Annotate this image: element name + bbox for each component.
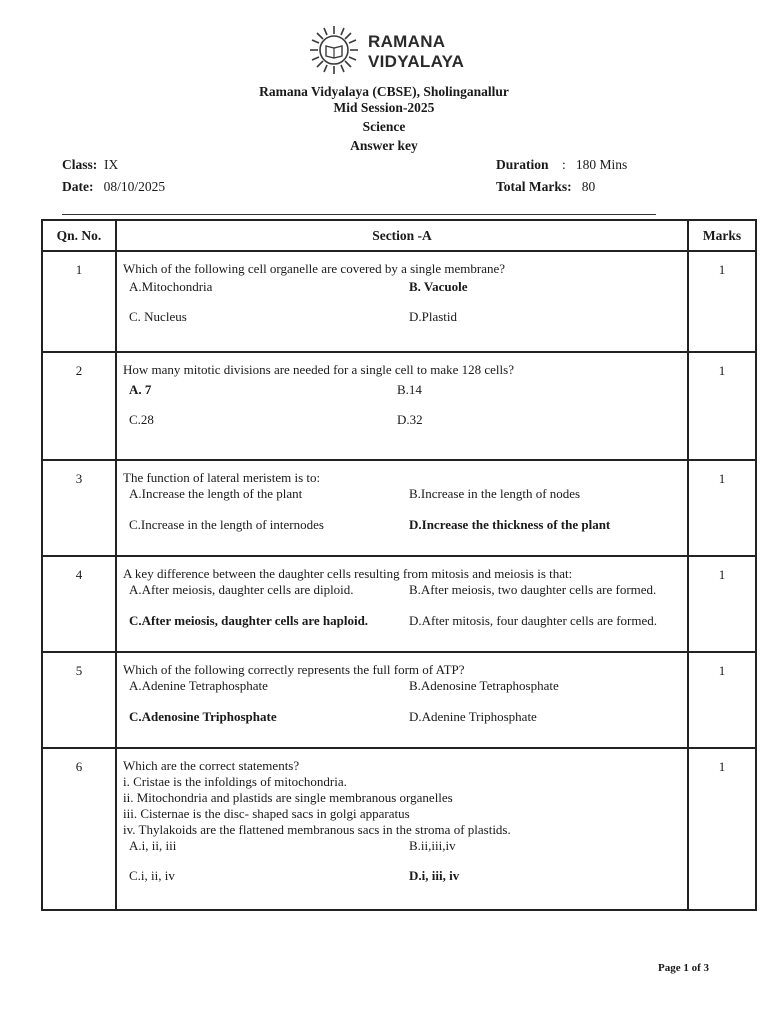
question-marks: 1 [688,748,756,910]
question-stem-line: How many mitotic divisions are needed for a single cell to make 128 cells? [123,362,514,377]
options-grid [129,678,687,739]
option: A.Mitochondria [129,279,213,294]
question-number: 1 [42,251,116,352]
question-number: 5 [42,652,116,748]
date-field: Date: 08/10/2025 [62,179,166,194]
answer-key-table [41,219,757,911]
correct-option: A. 7 [129,382,152,397]
school-name: Ramana Vidyalaya (CBSE), Sholinganallur [259,84,509,99]
duration-field: Duration : 180 Mins [496,157,628,172]
question-stem-line: A key difference between the daughter cells resulting from mitosis and meiosis is that: [123,566,573,581]
question-stem [117,461,687,486]
question-row [42,460,756,556]
page-number: Page 1 of 3 [658,962,710,974]
class-field: Class: IX [62,157,119,172]
correct-option: D.i, iii, iv [409,868,460,883]
option: D.32 [397,412,423,427]
question-row [42,556,756,652]
question-row [42,652,756,748]
question-marks: 1 [688,460,756,556]
options-grid [129,378,687,442]
header-section: Section -A [116,220,688,251]
question-stem-line: The function of lateral meristem is to: [123,470,321,485]
school-wordmark: RAMANA VIDYALAYA [368,32,465,71]
question-cell [116,652,688,748]
option: A.Increase the length of the plant [129,486,303,501]
question-cell [116,251,688,352]
option: C.28 [129,412,154,427]
options-grid [129,486,687,547]
header-marks: Marks [688,220,756,251]
question-row [42,352,756,460]
question-stem [117,353,687,378]
options-grid [129,582,687,643]
question-stem [117,749,687,838]
option: B.14 [397,382,422,397]
question-stem-line: iv. Thylakoids are the flattened membranous sacs in the stroma of plastids. [123,822,511,837]
option: D.After mitosis, four daughter cells are formed. [409,613,658,628]
question-row [42,748,756,910]
question-marks: 1 [688,556,756,652]
table-header-row [42,220,756,251]
option: B.After meiosis, two daughter cells are formed. [409,582,657,597]
question-marks: 1 [688,652,756,748]
question-stem-line: Which are the correct statements? [123,758,300,773]
question-stem-line: Which of the following correctly represents the full form of ATP? [123,662,465,677]
question-cell [116,748,688,910]
option: B.Increase in the length of nodes [409,486,581,501]
question-stem-line: Which of the following cell organelle are covered by a single membrane? [123,261,506,276]
header-divider [62,214,656,215]
header-qn-no: Qn. No. [42,220,116,251]
option: A.Adenine Tetraphosphate [129,678,268,693]
correct-option: C.After meiosis, daughter cells are haploid. [129,613,369,628]
option: B.ii,iii,iv [409,838,456,853]
option: A.i, ii, iii [129,838,177,853]
question-cell [116,352,688,460]
question-cell [116,460,688,556]
question-stem [117,252,687,277]
question-cell [116,556,688,652]
correct-option: C.Adenosine Triphosphate [129,709,277,724]
total-marks-field: Total Marks: 80 [496,179,596,194]
school-logo [308,24,468,78]
question-stem [117,557,687,582]
option: C.Increase in the length of internodes [129,517,324,532]
question-stem-line: iii. Cisternae is the disc- shaped sacs in golgi apparatus [123,806,410,821]
subject-title: Science [362,119,406,134]
options-grid [129,277,687,339]
question-stem-line: ii. Mitochondria and plastids are single membranous organelles [123,790,453,805]
question-stem-line: i. Cristae is the infoldings of mitochondria. [123,774,347,789]
correct-option: D.Increase the thickness of the plant [409,517,611,532]
option: C. Nucleus [129,309,187,324]
question-row [42,251,756,352]
correct-option: B. Vacuole [409,279,468,294]
question-marks: 1 [688,352,756,460]
option: A.After meiosis, daughter cells are diploid. [129,582,354,597]
option: B.Adenosine Tetraphosphate [409,678,559,693]
question-number: 6 [42,748,116,910]
question-marks: 1 [688,251,756,352]
school-seal-icon [308,24,360,76]
options-grid [129,838,687,898]
doc-type-title: Answer key [350,138,418,153]
question-number: 2 [42,352,116,460]
question-stem [117,653,687,678]
option: C.i, ii, iv [129,868,175,883]
option: D.Adenine Triphosphate [409,709,537,724]
session-title: Mid Session-2025 [333,100,435,115]
question-number: 4 [42,556,116,652]
question-number: 3 [42,460,116,556]
option: D.Plastid [409,309,458,324]
